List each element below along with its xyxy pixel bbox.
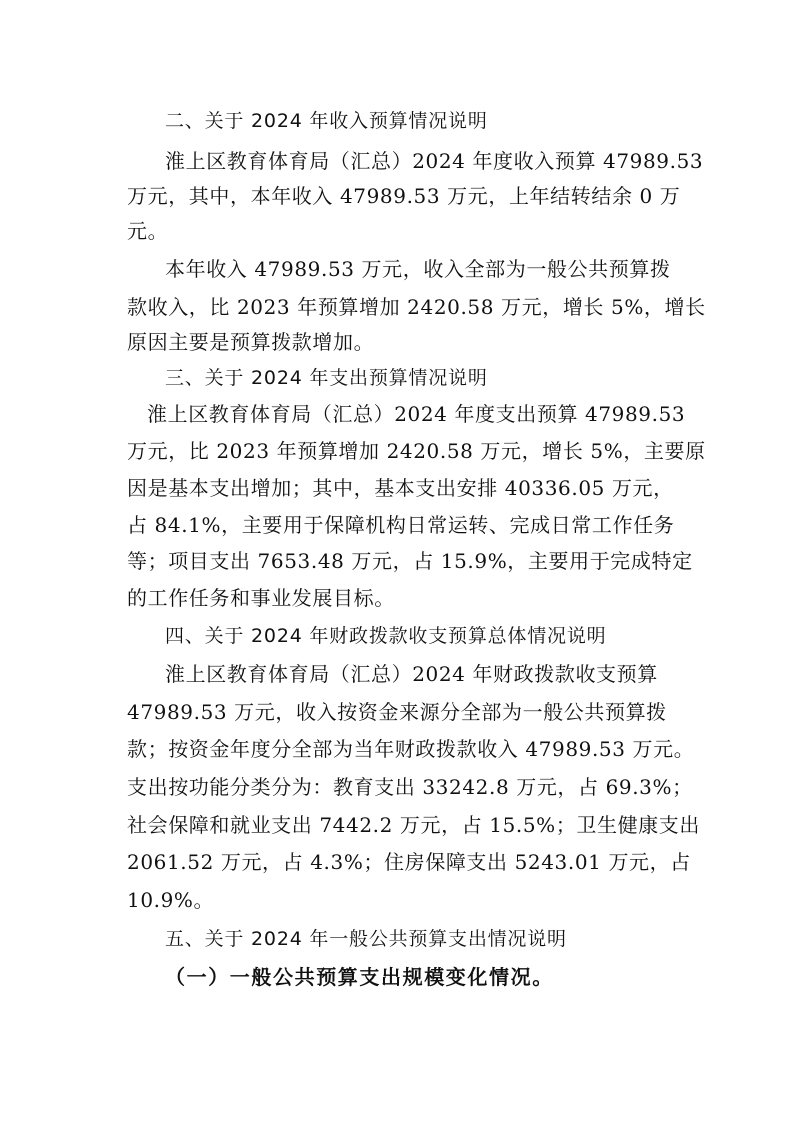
section-heading-general-public-budget: 五、关于 2024 年一般公共预算支出情况说明 xyxy=(165,928,567,950)
paragraph-line: 的工作任务和事业发展目标。 xyxy=(127,586,395,610)
paragraph-line: 万元，其中，本年收入 47989.53 万元，上年结转结余 0 万 xyxy=(127,184,681,208)
paragraph-line: 等；项目支出 7653.48 万元，占 15.9%，主要用于完成特定 xyxy=(127,549,693,573)
paragraph-line: 淮上区教育体育局（汇总）2024 年度支出预算 47989.53 xyxy=(147,402,686,426)
paragraph-line: 社会保障和就业支出 7442.2 万元，占 15.5%；卫生健康支出 xyxy=(127,813,700,837)
section-heading-expenditure-budget: 三、关于 2024 年支出预算情况说明 xyxy=(165,367,488,389)
subsection-heading: （一）一般公共预算支出规模变化情况。 xyxy=(165,965,554,989)
paragraph-line: 万元，比 2023 年预算增加 2420.58 万元，增长 5%，主要原 xyxy=(127,439,706,463)
paragraph-line: 占 84.1%，主要用于保障机构日常运转、完成日常工作任务 xyxy=(127,513,675,537)
paragraph-line: 47989.53 万元，收入按资金来源分全部为一般公共预算拨 xyxy=(127,700,667,724)
paragraph-line: 元。 xyxy=(127,219,169,243)
section-heading-fiscal-appropriation: 四、关于 2024 年财政拨款收支预算总体情况说明 xyxy=(165,625,607,647)
paragraph-line: 因是基本支出增加；其中，基本支出安排 40336.05 万元， xyxy=(127,476,674,500)
section-heading-income-budget: 二、关于 2024 年收入预算情况说明 xyxy=(165,110,488,132)
paragraph-line: 淮上区教育体育局（汇总）2024 年财政拨款收支预算 xyxy=(165,662,658,686)
paragraph-line: 原因主要是预算拨款增加。 xyxy=(127,330,375,354)
paragraph-line: 淮上区教育体育局（汇总）2024 年度收入预算 47989.53 xyxy=(165,149,704,173)
paragraph-line: 本年收入 47989.53 万元，收入全部为一般公共预算拨 xyxy=(165,257,671,281)
paragraph-line: 10.9%。 xyxy=(127,888,215,912)
paragraph-line: 款收入，比 2023 年预算增加 2420.58 万元，增长 5%，增长 xyxy=(127,295,706,319)
paragraph-line: 2061.52 万元，占 4.3%；住房保障支出 5243.01 万元，占 xyxy=(127,850,691,874)
paragraph-line: 支出按功能分类分为：教育支出 33242.8 万元，占 69.3%； xyxy=(127,775,693,799)
paragraph-line: 款；按资金年度分全部为当年财政拨款收入 47989.53 万元。 xyxy=(127,737,695,761)
